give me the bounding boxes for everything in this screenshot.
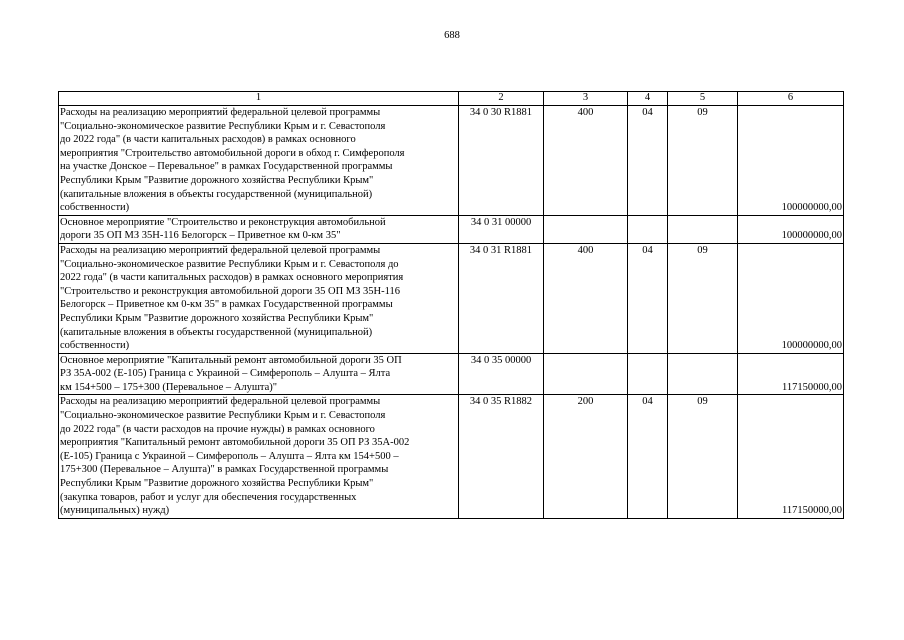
row-section: 04 [628,395,668,518]
description-line: Республики Крым "Развитие дорожного хозяйства Республики Крым" [60,312,374,324]
description-line: Основное мероприятие "Капитальный ремонт автомобильной дороги 35 ОП [60,354,402,366]
row-amount: 117150000,00 [738,353,844,395]
description-line: (Е-105) Граница с Украиной – Симферополь – Алушта – Ялта км 154+500 – [60,450,399,462]
description-line: Расходы на реализацию мероприятий федеральной целевой программы [60,244,381,256]
column-number-2: 2 [459,92,544,106]
row-section: 04 [628,106,668,216]
column-number-3: 3 [544,92,628,106]
description-line: дороги 35 ОП МЗ 35Н-116 Белогорск – Приветное км 0-км 35" [60,230,341,242]
description-line: Расходы на реализацию мероприятий федеральной целевой программы [60,396,381,408]
row-subsection: 09 [668,106,738,216]
row-expense-type: 400 [544,106,628,216]
description-line: 175+300 (Перевальное – Алушта)" в рамках Государственной программы [60,464,389,476]
budget-table [58,91,844,519]
row-amount: 100000000,00 [738,243,844,353]
row-description [59,395,459,518]
row-target-code: 34 0 35 00000 [459,353,544,395]
column-number-6: 6 [738,92,844,106]
description-line: (капитальные вложения в объекты государственной (муниципальной) [60,188,373,200]
row-description [59,353,459,395]
row-subsection: 09 [668,243,738,353]
row-amount: 117150000,00 [738,395,844,518]
description-line: Основное мероприятие "Строительство и реконструкция автомобильной [60,216,386,228]
row-subsection [668,353,738,395]
description-line: Расходы на реализацию мероприятий федеральной целевой программы [60,107,381,118]
description-line: Республики Крым "Развитие дорожного хозяйства Республики Крым" [60,478,374,490]
row-section [628,215,668,243]
column-number-1: 1 [59,92,459,106]
row-amount: 100000000,00 [738,106,844,216]
description-line: РЗ 35А-002 (Е-105) Граница с Украиной – Симферополь – Алушта – Ялта [60,368,391,380]
description-line: км 154+500 – 175+300 (Перевальное – Алушта)" [60,381,278,393]
description-line: мероприятия "Капитальный ремонт автомобильной дороги 35 ОП РЗ 35А-002 [60,437,410,449]
description-line: "Социально-экономическое развитие Республики Крым и г. Севастополя [60,120,386,132]
row-expense-type [544,215,628,243]
row-description [59,106,459,216]
row-section [628,353,668,395]
column-number-4: 4 [628,92,668,106]
row-expense-type: 400 [544,243,628,353]
description-line: Республики Крым "Развитие дорожного хозяйства Республики Крым" [60,174,374,186]
description-line: собственности) [60,202,130,214]
column-number-5: 5 [668,92,738,106]
description-line: "Строительство и реконструкция автомобильной дороги 35 ОП МЗ 35Н-116 [60,285,400,297]
row-amount: 100000000,00 [738,215,844,243]
row-section: 04 [628,243,668,353]
table-row [59,243,844,353]
description-line: "Социально-экономическое развитие Республики Крым и г. Севастополя [60,410,386,422]
description-line: до 2022 года" (в части капитальных расходов) в рамках основного [60,134,356,146]
description-line: (закупка товаров, работ и услуг для обеспечения государственных [60,491,357,503]
row-target-code: 34 0 31 R1881 [459,243,544,353]
row-target-code: 34 0 30 R1881 [459,106,544,216]
row-expense-type: 200 [544,395,628,518]
column-number-row [59,92,844,106]
table-row [59,353,844,395]
row-description [59,215,459,243]
description-line: "Социально-экономическое развитие Республики Крым и г. Севастополя до [60,258,399,270]
table-row [59,215,844,243]
description-line: на участке Донское – Перевальное" в рамках Государственной программы [60,161,393,173]
row-target-code: 34 0 31 00000 [459,215,544,243]
table-row [59,395,844,518]
row-description [59,243,459,353]
page-number: 688 [444,30,460,41]
description-line: мероприятия "Строительство автомобильной дороги в обход г. Симферополя [60,147,405,159]
row-target-code: 34 0 35 R1882 [459,395,544,518]
description-line: 2022 года" (в части капитальных расходов) в рамках основного мероприятия [60,272,404,284]
description-line: (капитальные вложения в объекты государственной (муниципальной) [60,326,373,338]
row-expense-type [544,353,628,395]
table-row [59,106,844,216]
description-line: (муниципальных) нужд) [60,505,170,517]
description-line: до 2022 года" (в части расходов на прочие нужды) в рамках основного [60,423,375,435]
description-line: собственности) [60,340,130,352]
row-subsection: 09 [668,395,738,518]
description-line: Белогорск – Приветное км 0-км 35" в рамках Государственной программы [60,299,393,311]
row-subsection [668,215,738,243]
